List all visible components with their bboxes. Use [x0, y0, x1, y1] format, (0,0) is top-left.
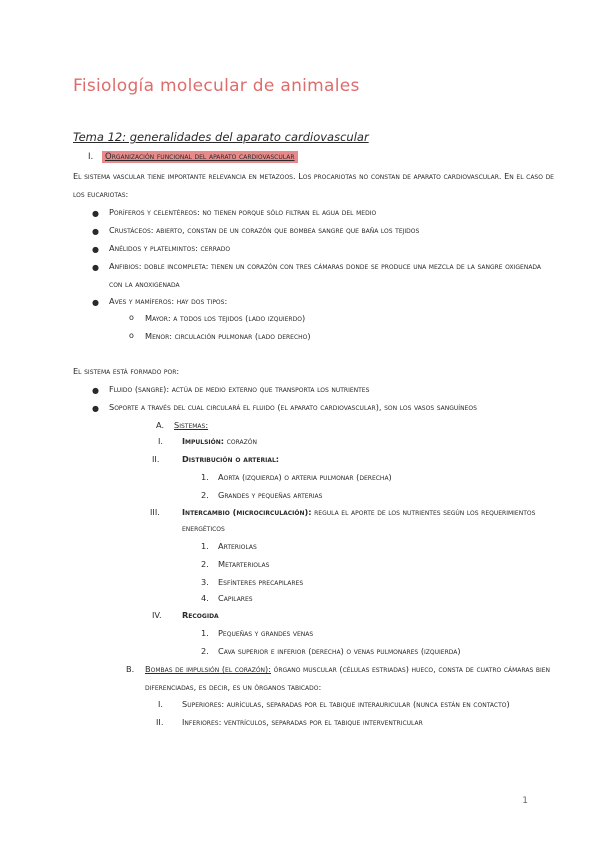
numbered-marker: 2. [201, 559, 209, 569]
numbered-item: Esfínteres precapilares [218, 577, 304, 587]
numbered-marker: 2. [201, 490, 209, 500]
section-number: I. [88, 152, 94, 162]
roman-numeral: II. [152, 454, 160, 464]
roman-numeral: II. [156, 717, 164, 727]
roman-item-bold: Intercambio (microcirculación): [182, 507, 312, 517]
roman-item-rest: regula el aporte de los nutrientes según los requerimientos [311, 507, 536, 517]
roman-item [182, 610, 219, 621]
numbered-marker: 1. [201, 628, 209, 638]
pumps-item [145, 664, 550, 675]
bullet-icon: ● [92, 227, 99, 236]
list-letter: A. [156, 420, 165, 430]
roman-item-continuation: energéticos [182, 523, 225, 533]
sub-list-item: Mayor: a todos los tejidos (lado izquierdo) [145, 313, 306, 323]
roman-item [182, 507, 535, 518]
pumps-text: órgano muscular (células estriadas) hueco, consta de cuatro cámaras bien [271, 664, 551, 674]
systems-label: Sistemas: [174, 420, 209, 430]
numbered-marker: 4. [201, 593, 209, 603]
list-item: Anélidos y platelmintos: cerrado [109, 243, 231, 253]
list-item: Aves y mamíferos: hay dos tipos: [109, 296, 228, 306]
page-number: 1 [522, 796, 528, 806]
formed-by-text: El sistema está formado por: [73, 366, 180, 376]
bullet-icon: ● [92, 209, 99, 218]
list-item: Poríferos y celentéreos: no tienen porque sólo filtran el agua del medio [109, 207, 377, 217]
pumps-label: Bombas de impulsión (el corazón): [145, 664, 271, 674]
intro-line: El sistema vascular tiene importante relevancia en metazoos. Los procariotas no constan de aparato cardiovascular. En el caso de [73, 171, 554, 181]
list-item: Crustáceos: abierto, constan de un corazón que bombea sangre que baña los tejidos [109, 225, 420, 235]
numbered-marker: 3. [201, 577, 209, 587]
circle-bullet-icon: o [129, 331, 134, 340]
circle-bullet-icon: o [129, 313, 134, 322]
list-item: Anfibios: doble incompleta: tienen un corazón con tres cámaras donde se produce una mezcla de la sangre oxigenada [109, 261, 542, 271]
numbered-item: Arteriolas [218, 541, 257, 551]
chamber-item: Superiores: aurículas, separadas por el tabique interauricular (nunca están en contacto) [182, 699, 510, 709]
roman-numeral: III. [150, 507, 160, 517]
numbered-item: Pequeñas y grandes venas [218, 628, 314, 638]
list-item: Fluido (sangre): actúa de medio externo que transporta los nutrientes [109, 384, 370, 394]
numbered-item: Grandes y pequeñas arterias [218, 490, 323, 500]
numbered-marker: 1. [201, 472, 209, 482]
bullet-icon: ● [92, 386, 99, 395]
roman-numeral: I. [158, 699, 164, 709]
roman-numeral: I. [158, 436, 164, 446]
roman-item-bold: Impulsión: [182, 436, 225, 446]
numbered-item: Metarteriolas [218, 559, 270, 569]
list-item: Soporte a través del cual circulará el fluido (el aparato cardiovascular), son los vasos sanguíneos [109, 402, 477, 412]
roman-item [182, 436, 257, 447]
roman-numeral: IV. [152, 610, 162, 620]
section-label: Organización funcional del aparato cardiovascular [102, 151, 298, 163]
numbered-item: Cava superior e inferior (derecha) o venas pulmonares (izquierda) [218, 646, 461, 656]
roman-item-rest: corazón [224, 436, 257, 446]
document-title: Fisiología molecular de animales [73, 76, 360, 96]
sub-list-item: Menor: circulación pulmonar (lado derecho) [145, 331, 311, 341]
section-heading [88, 152, 298, 162]
numbered-item: Aorta (izquierda) o arteria pulmonar (derecha) [218, 472, 392, 482]
roman-item-bold: Distribución o arterial: [182, 454, 280, 464]
pumps-continuation: diferenciadas, es decir, es un órganos tabicado: [145, 682, 322, 692]
bullet-icon: ● [92, 245, 99, 254]
roman-item [182, 454, 279, 465]
bullet-icon: ● [92, 404, 99, 413]
list-item-continuation: con la anoxigenada [109, 279, 180, 289]
bullet-icon: ● [92, 263, 99, 272]
roman-item-bold: Recogida [182, 610, 219, 620]
topic-heading: Tema 12: generalidades del aparato cardiovascular [73, 130, 369, 144]
list-letter: B. [126, 664, 135, 674]
chamber-item: Inferiores: ventrículos, separadas por el tabique interventricular [182, 717, 423, 727]
numbered-item: Capilares [218, 593, 253, 603]
numbered-marker: 2. [201, 646, 209, 656]
intro-line: los eucariotas: [73, 189, 129, 199]
bullet-icon: ● [92, 298, 99, 307]
numbered-marker: 1. [201, 541, 209, 551]
